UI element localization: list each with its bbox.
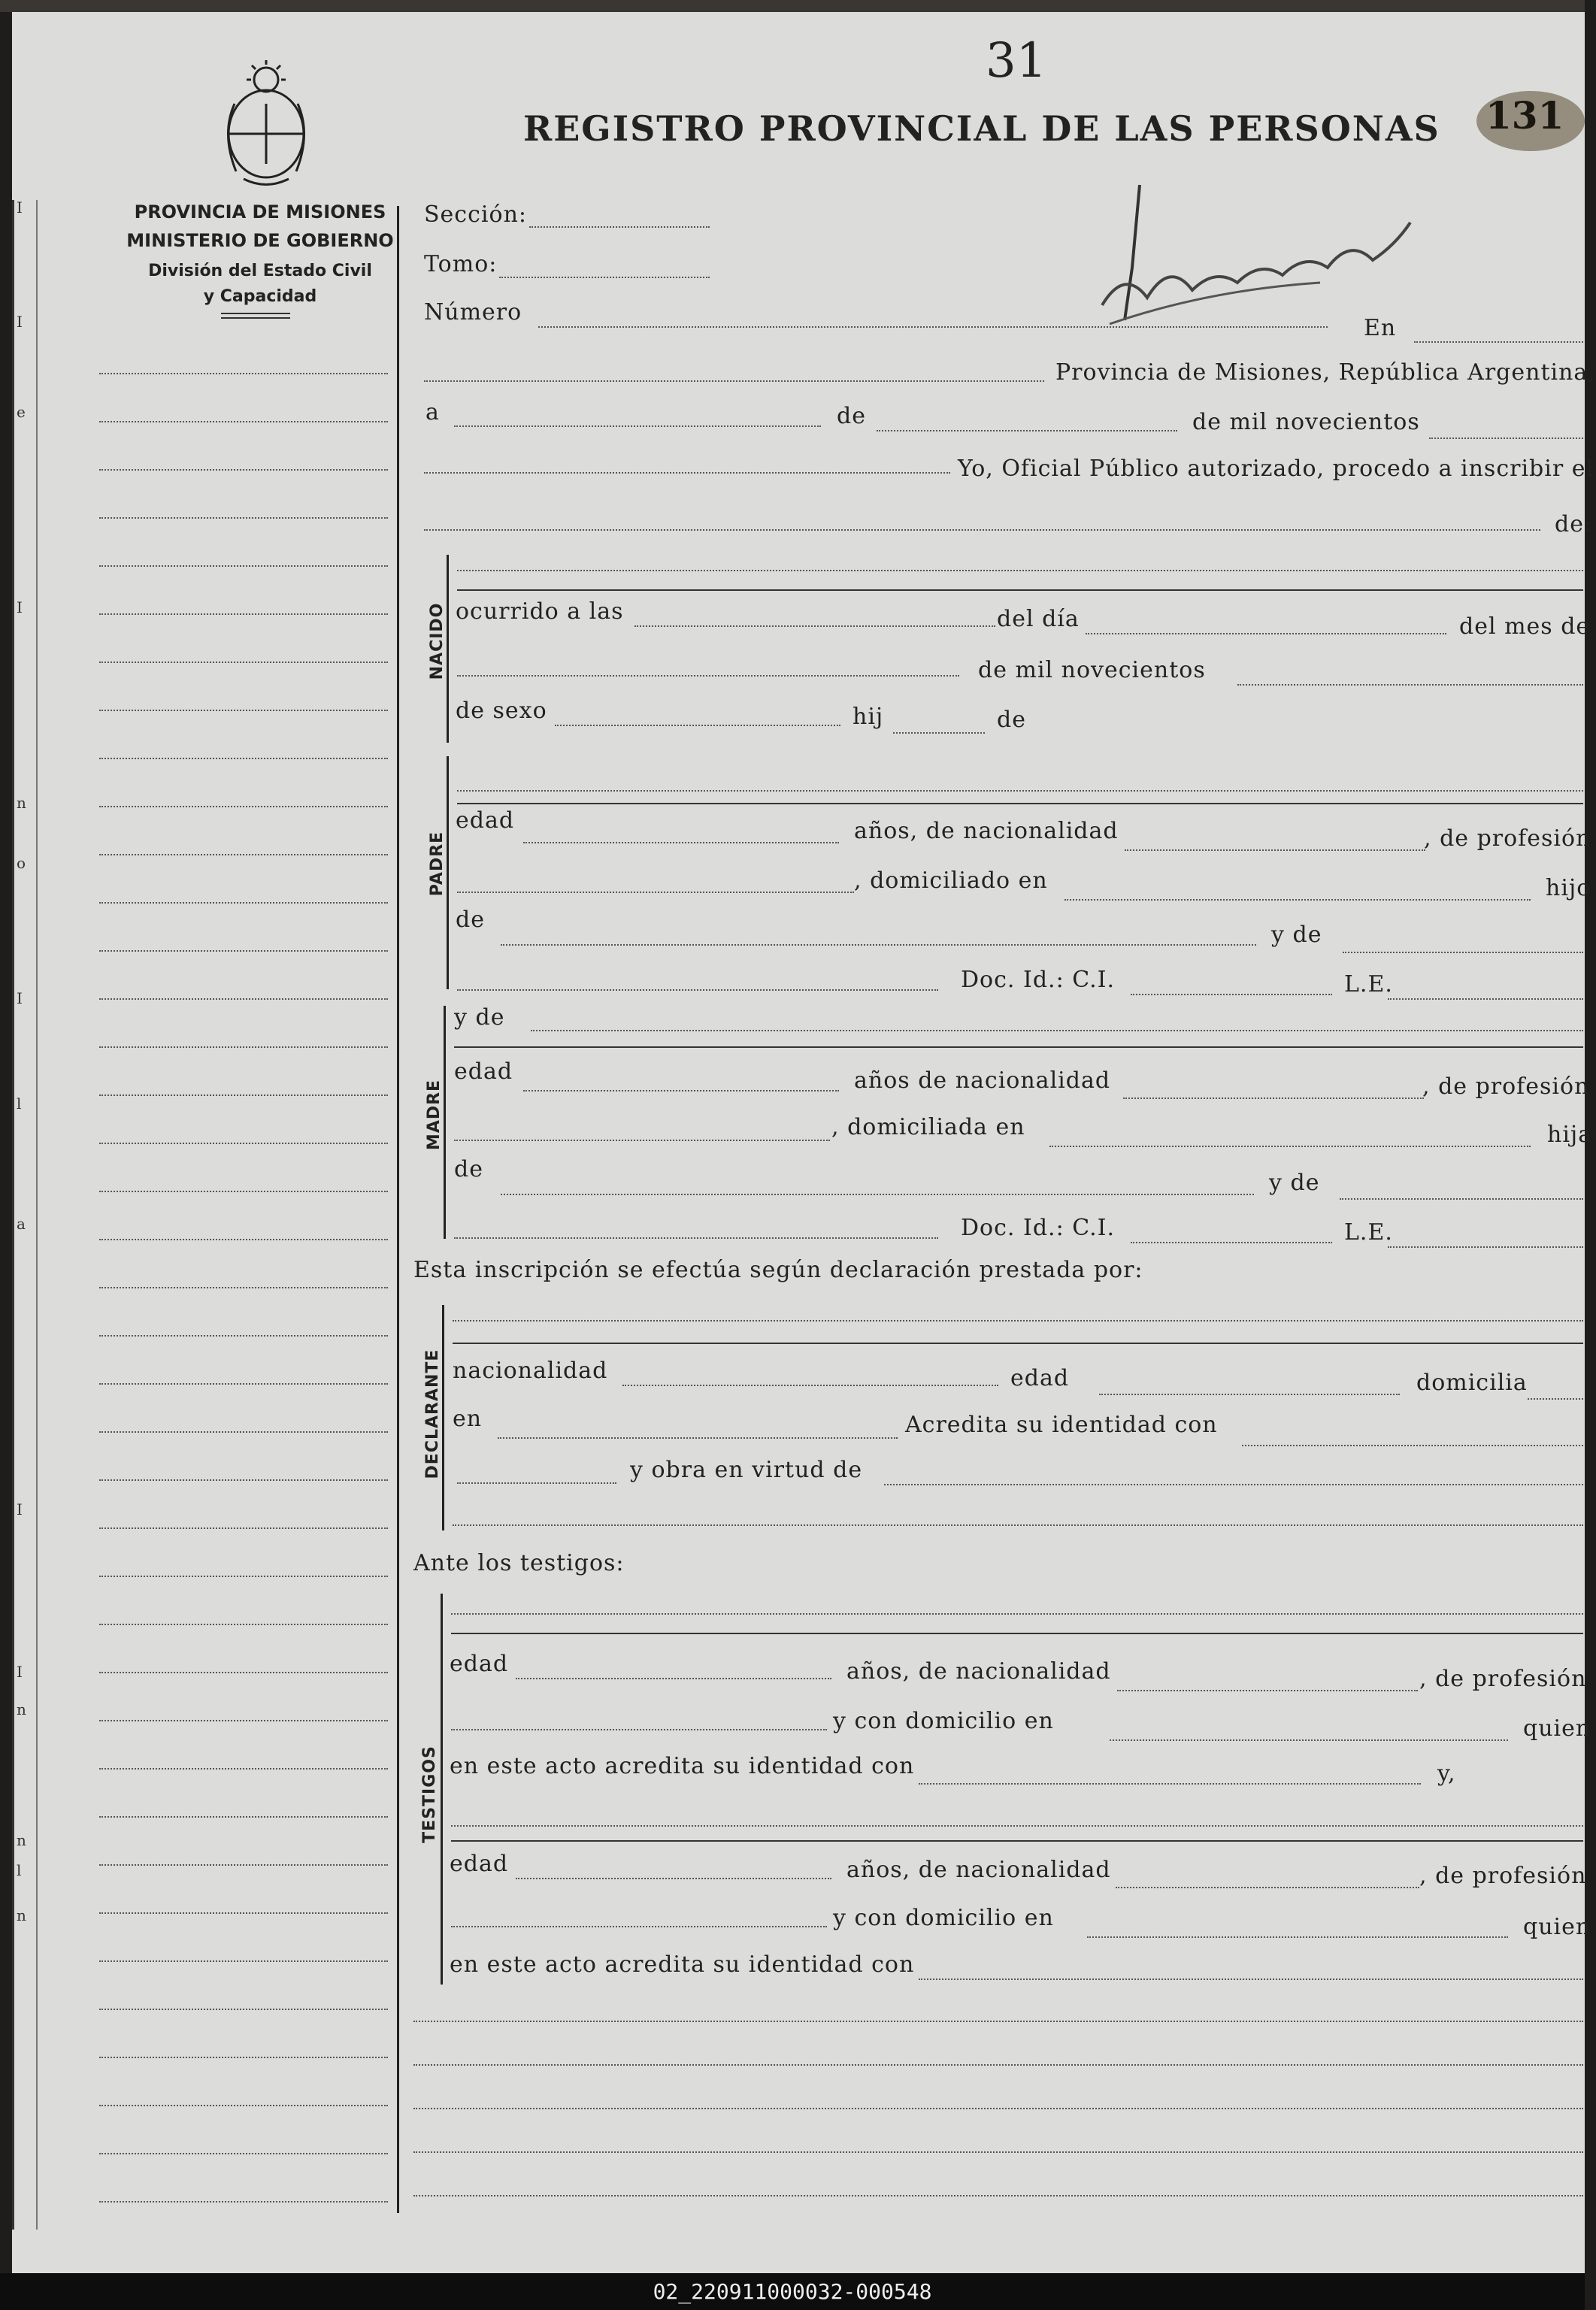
margin-line — [99, 1383, 388, 1385]
margin-line — [99, 1191, 388, 1192]
label-madre-de: de — [454, 1156, 483, 1182]
label-testigo1-edad: edad — [450, 1651, 509, 1677]
margin-letter: n — [17, 1700, 26, 1718]
label-testigo2-nacionalidad: años, de nacionalidad — [846, 1857, 1111, 1883]
mother-nationality-field[interactable] — [1123, 1097, 1424, 1099]
margin-line — [99, 421, 388, 422]
binding-line — [12, 200, 14, 2230]
declarant-name-field[interactable] — [453, 1320, 1583, 1322]
margin-line — [99, 2057, 388, 2058]
father-age-field[interactable] — [523, 842, 839, 843]
father-name-field[interactable] — [457, 790, 1583, 792]
margin-line — [99, 1479, 388, 1481]
margin-line — [99, 998, 388, 1000]
label-domicilia: domicilia — [1416, 1370, 1528, 1396]
label-del-mes: del mes de — [1459, 613, 1591, 640]
label-madre-y-de: y de — [454, 1004, 505, 1031]
header-underline — [221, 313, 290, 314]
father-ci-field[interactable] — [1131, 994, 1332, 995]
margin-letter: n — [17, 1831, 26, 1849]
margin-letter: l — [17, 1094, 22, 1113]
label-testigo2-quien: quien — [1523, 1914, 1591, 1940]
label-testigo2-domicilio: y con domicilio en — [833, 1905, 1054, 1931]
label-nacido-de: de — [997, 707, 1026, 733]
witness1-name-field[interactable] — [451, 1613, 1583, 1615]
birth-month-field[interactable] — [457, 675, 959, 677]
file-id-footer: 02_220911000032-000548 — [0, 2273, 1585, 2310]
margin-line — [99, 1239, 388, 1240]
sex-field[interactable] — [555, 725, 840, 726]
label-testigo2-acredita: en este acto acredita su identidad con — [450, 1951, 915, 1978]
child-name-rule — [457, 589, 1583, 591]
month-field[interactable] — [877, 430, 1177, 431]
margin-line — [99, 565, 388, 567]
mother-age-field[interactable] — [523, 1090, 839, 1091]
father-nationality-field[interactable] — [1125, 849, 1425, 851]
witness2-id-field[interactable] — [919, 1978, 1583, 1980]
margin-line — [99, 1576, 388, 1577]
section-label-nacido: NACIDO — [428, 602, 447, 680]
label-tomo: Tomo: — [424, 251, 498, 277]
witness2-nationality-field[interactable] — [1116, 1887, 1419, 1888]
witness2-age-field[interactable] — [516, 1878, 831, 1879]
margin-line — [99, 1960, 388, 1962]
declaracion-text: Esta inscripción se efectúa según declaración prestada por: — [413, 1257, 1143, 1283]
label-acredita: Acredita su identidad con — [905, 1412, 1218, 1438]
witness1-nationality-field[interactable] — [1117, 1690, 1418, 1691]
mother-extra-field[interactable] — [454, 1237, 938, 1239]
witness1-id-field[interactable] — [919, 1783, 1421, 1785]
mother-parent1-field[interactable] — [501, 1194, 1254, 1195]
margin-letter: I — [17, 313, 23, 331]
declarant-address-field[interactable] — [498, 1437, 898, 1439]
label-padre-profesion: , de profesión — [1424, 825, 1591, 852]
margin-letter: a — [17, 1215, 26, 1233]
witness1-name-rule — [451, 1633, 1583, 1634]
place-field[interactable] — [424, 380, 1044, 382]
official-name-field[interactable] — [424, 472, 950, 474]
mother-name-field[interactable] — [531, 1030, 1583, 1031]
label-a: a — [425, 399, 440, 425]
label-domiciliado: , domiciliado en — [854, 867, 1048, 894]
margin-line — [99, 2201, 388, 2203]
margin-line — [99, 1335, 388, 1337]
witness2-name-rule — [451, 1840, 1583, 1842]
label-madre-profesion: , de profesión — [1422, 1073, 1590, 1100]
witness1-address-field[interactable] — [1110, 1739, 1508, 1741]
birth-year-field[interactable] — [1237, 684, 1583, 686]
label-declarante-edad: edad — [1010, 1365, 1070, 1391]
label-ocurrido: ocurrido a las — [456, 598, 624, 625]
margin-letter: I — [17, 1500, 23, 1518]
margin-letter: I — [17, 1663, 23, 1681]
declarant-basis-field[interactable] — [884, 1484, 1583, 1485]
father-le-field[interactable] — [1388, 998, 1583, 1000]
mother-address-field[interactable] — [1049, 1146, 1531, 1147]
margin-line — [99, 1768, 388, 1770]
label-seccion: Sección: — [424, 201, 527, 228]
header-province: PROVINCIA DE MISIONES — [134, 201, 386, 223]
margin-line — [99, 373, 388, 374]
margin-letter: I — [17, 198, 23, 216]
margin-letter: o — [17, 854, 26, 872]
margin-line — [99, 2009, 388, 2010]
binding-line-2 — [36, 200, 38, 2230]
margin-letter: n — [17, 794, 26, 812]
header-division: División del Estado Civil — [148, 262, 372, 280]
margin-line — [99, 1816, 388, 1818]
label-madre-edad: edad — [454, 1058, 513, 1085]
margin-line — [99, 1094, 388, 1096]
margin-line — [99, 1624, 388, 1625]
witness2-address-field[interactable] — [1087, 1936, 1508, 1938]
hij-field[interactable] — [893, 732, 985, 734]
header-ministry: MINISTERIO DE GOBIERNO — [126, 230, 394, 251]
margin-line — [99, 1287, 388, 1288]
declarant-extra-field[interactable] — [457, 1482, 616, 1484]
label-mil-novecientos: de mil novecientos — [1192, 409, 1420, 435]
closing-line[interactable] — [413, 2151, 1583, 2153]
section-label-testigos: TESTIGOS — [420, 1745, 439, 1843]
hour-field[interactable] — [634, 625, 995, 627]
margin-letter: I — [17, 598, 23, 616]
label-testigo1-domicilio: y con domicilio en — [833, 1708, 1054, 1734]
mother-le-field[interactable] — [1388, 1246, 1583, 1248]
closing-line[interactable] — [413, 2021, 1583, 2022]
margin-line — [99, 2105, 388, 2106]
binding-edge — [0, 0, 1585, 12]
label-padre-edad: edad — [456, 807, 515, 834]
witness2-name-field[interactable] — [451, 1825, 1583, 1827]
father-name-rule — [457, 803, 1583, 804]
label-numero: Número — [424, 299, 522, 325]
label-testigo1-nacionalidad: años, de nacionalidad — [846, 1658, 1111, 1685]
margin-line — [99, 758, 388, 759]
witness1-profession-field[interactable] — [451, 1729, 827, 1730]
father-profession-field[interactable] — [457, 892, 854, 893]
label-declarante-en: en — [453, 1406, 483, 1432]
label-padre-doc: Doc. Id.: C.I. — [961, 967, 1116, 993]
label-en: En — [1364, 315, 1397, 341]
label-sexo: de sexo — [456, 698, 547, 724]
margin-letter: l — [17, 1861, 22, 1879]
margin-line — [99, 950, 388, 952]
margin-line — [99, 2153, 388, 2154]
numero-field[interactable] — [538, 326, 1328, 328]
label-hijo: hijo — [1546, 875, 1591, 901]
declarant-nationality-field[interactable] — [622, 1385, 998, 1386]
margin-line — [99, 1527, 388, 1529]
main-vertical-rule — [397, 206, 399, 2213]
margin-letter: e — [17, 403, 26, 421]
testigos-intro: Ante los testigos: — [413, 1550, 625, 1576]
closing-line[interactable] — [413, 2108, 1583, 2109]
label-padre-de: de — [456, 907, 485, 933]
section-label-declarante: DECLARANTE — [423, 1349, 442, 1479]
margin-line — [99, 662, 388, 663]
declarant-id-field[interactable] — [1242, 1445, 1583, 1446]
label-testigo1-profesion: , de profesión — [1419, 1666, 1587, 1692]
declarant-name-rule — [453, 1343, 1583, 1344]
inscribir-field[interactable] — [424, 529, 1540, 531]
form-title: REGISTRO PROVINCIAL DE LAS PERSONAS — [523, 108, 1440, 149]
margin-line — [99, 710, 388, 711]
margin-line — [99, 1431, 388, 1433]
label-domiciliada: , domiciliada en — [831, 1114, 1025, 1140]
day-field[interactable] — [454, 425, 821, 427]
label-testigo2-edad: edad — [450, 1851, 509, 1877]
en-field[interactable] — [1414, 341, 1583, 343]
margin-line — [99, 1864, 388, 1866]
header-underline-2 — [221, 317, 290, 319]
label-testigo1-y: y, — [1437, 1761, 1456, 1787]
margin-line — [99, 469, 388, 471]
margin-line — [99, 613, 388, 615]
label-hij: hij — [853, 704, 884, 730]
declarant-age-field[interactable] — [1099, 1394, 1400, 1395]
margin-line — [99, 854, 388, 855]
label-testigo2-profesion: , de profesión — [1419, 1863, 1587, 1889]
label-testigo1-quien: quien — [1523, 1715, 1591, 1742]
label-madre-doc: Doc. Id.: C.I. — [961, 1215, 1116, 1241]
label-madre-le: L.E. — [1344, 1219, 1393, 1246]
mother-parent2-field[interactable] — [1340, 1198, 1583, 1200]
label-yo: Yo, Oficial Público autorizado, procedo a inscribir el — [958, 456, 1594, 482]
closing-line[interactable] — [413, 2195, 1583, 2196]
label-madre-y-de-2: y de — [1269, 1170, 1320, 1196]
label-padre-y-de: y de — [1271, 922, 1322, 948]
label-hija: hija — [1547, 1122, 1593, 1148]
label-testigo1-acredita: en este acto acredita su identidad con — [450, 1753, 915, 1779]
margin-line — [99, 1912, 388, 1914]
label-padre-le: L.E. — [1344, 971, 1393, 998]
mother-profession-field[interactable] — [454, 1140, 830, 1141]
declarant-extra-line[interactable] — [453, 1524, 1583, 1526]
label-obra: y obra en virtud de — [630, 1457, 863, 1483]
margin-letter: n — [17, 1906, 26, 1924]
mother-ci-field[interactable] — [1131, 1242, 1332, 1243]
section-label-padre: PADRE — [428, 831, 447, 897]
closing-line[interactable] — [413, 2064, 1583, 2066]
father-address-field[interactable] — [1065, 899, 1531, 901]
header-capacidad: y Capacidad — [203, 287, 317, 306]
father-parent1-field[interactable] — [501, 944, 1256, 946]
domicilia-field[interactable] — [1528, 1398, 1583, 1400]
section-label-madre: MADRE — [425, 1079, 444, 1151]
coat-of-arms-emblem — [214, 59, 319, 190]
margin-line — [99, 1672, 388, 1673]
birth-day-field[interactable] — [1086, 633, 1446, 634]
margin-line — [99, 806, 388, 807]
margin-line — [99, 902, 388, 904]
tomo-field[interactable] — [499, 277, 710, 278]
stamp-number: 131 — [1485, 93, 1564, 138]
label-madre-nacionalidad: años de nacionalidad — [854, 1067, 1111, 1094]
label-declarante-nacionalidad: nacionalidad — [453, 1358, 608, 1384]
witness2-profession-field[interactable] — [451, 1926, 827, 1927]
page-number: 31 — [986, 33, 1047, 89]
margin-line — [99, 1046, 388, 1048]
child-name-field[interactable] — [457, 570, 1583, 571]
label-nacido-mil: de mil novecientos — [978, 657, 1206, 683]
father-extra-field[interactable] — [457, 989, 938, 991]
margin-line — [99, 1143, 388, 1144]
label-padre-nacionalidad: años, de nacionalidad — [854, 818, 1119, 844]
mother-name-rule — [454, 1046, 1583, 1048]
label-de: de — [837, 403, 866, 429]
margin-letter: I — [17, 989, 23, 1007]
witness1-age-field[interactable] — [516, 1678, 831, 1679]
label-de-colon: de: — [1555, 511, 1593, 537]
father-parent2-field[interactable] — [1343, 952, 1583, 953]
document-page — [12, 12, 1596, 2273]
margin-line — [99, 517, 388, 519]
label-provincia: Provincia de Misiones, República Argentina, — [1055, 359, 1596, 386]
margin-line — [99, 1720, 388, 1721]
year-field[interactable] — [1429, 437, 1583, 439]
label-del-dia: del día — [997, 606, 1080, 632]
seccion-field[interactable] — [529, 226, 710, 228]
